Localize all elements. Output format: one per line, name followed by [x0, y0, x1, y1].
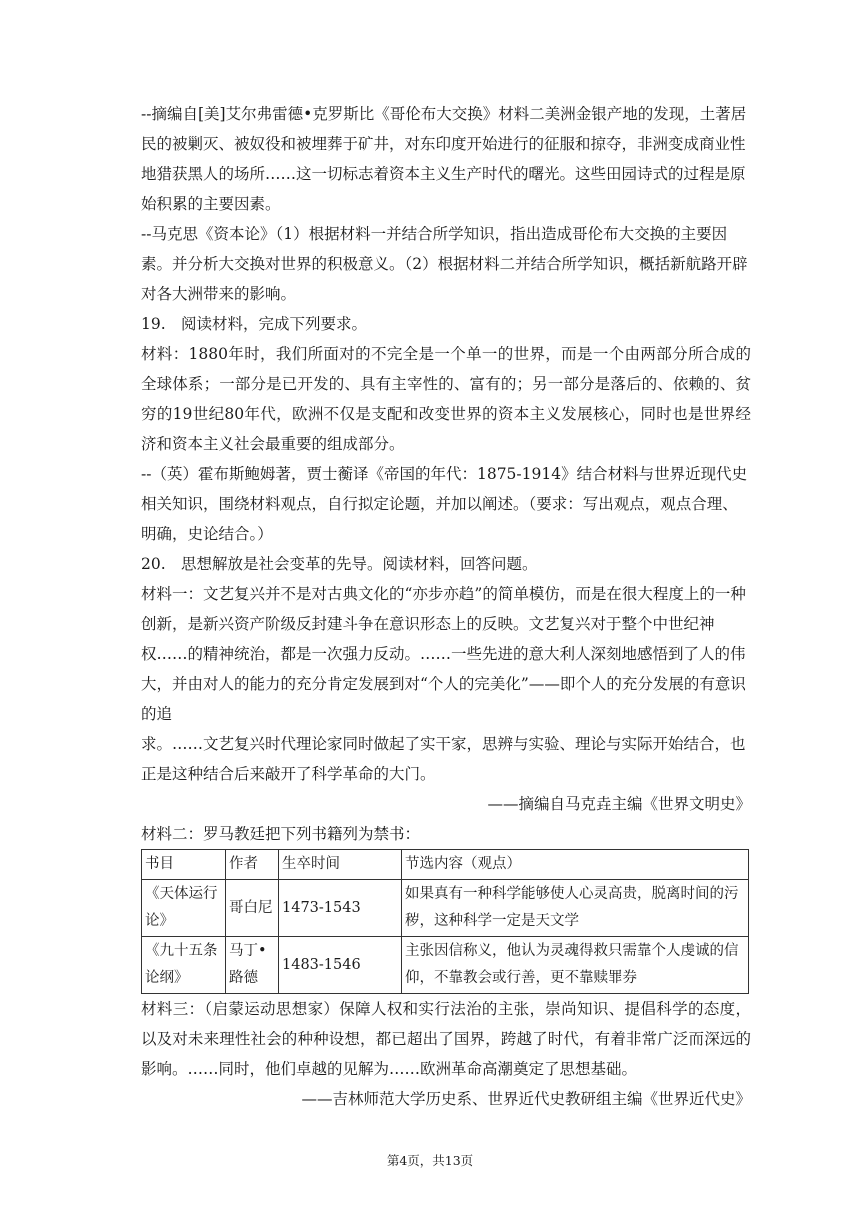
table-cell-book: 《九十五条论纲》: [142, 937, 226, 994]
question-20-title: 思想解放是社会变革的先导。阅读材料，回答问题。: [181, 555, 538, 573]
question-18-prompt: --马克思《资本论》（1）根据材料一并结合所学知识，指出造成哥伦布大交换的主要因素。并分析大交换对世界的积极意义。（2）根据材料二并结合所学知识，概括新航路开辟对各大洲带来的影响。: [141, 225, 748, 303]
banned-books-table: [141, 849, 749, 994]
table-cell-content: 主张因信称义，他认为灵魂得救只需靠个人虔诚的信仰，不靠教会或行善，更不靠赎罪券: [402, 937, 749, 994]
question-19-number: 19.: [141, 315, 166, 333]
question-19-title: 阅读材料，完成下列要求。: [181, 315, 368, 333]
table-header-cell: 生卒时间: [279, 850, 402, 880]
page-number-footer: 第4页，共13页: [386, 1153, 474, 1168]
question-19-source: --（英）霍布斯鲍姆著，贾士蘅译《帝国的年代：1875-1914》结合材料与世界近现代史相关知识，围绕材料观点，自行拟定论题，并加以阐述。（要求：写出观点，观点合理、明确，史论结合。）: [141, 465, 748, 543]
question-20-material-1b: 求。……文艺复兴时代理论家同时做起了实干家，思辨与实验、理论与实际开始结合，也正是这种结合后来敲开了科学革命的大门。: [141, 735, 746, 783]
table-header-row: [142, 850, 749, 880]
question-19-heading: [141, 309, 751, 339]
table-header-cell: 书目: [142, 850, 226, 880]
question-20-number: 20.: [141, 555, 166, 573]
question-20-material-3: 材料三：（启蒙运动思想家）保障人权和实行法治的主张，崇尚知识、提倡科学的态度，以及对未来理性社会的种种设想，都已超出了国界，跨越了时代，有着非常广泛而深远的影响。……同时，他们卓越的见解为……欧洲革命高潮奠定了思想基础。: [141, 1000, 751, 1078]
material-source-paragraph: --摘编自[美]艾尔弗雷德•克罗斯比《哥伦布大交换》材料二美洲金银产地的发现，土著居民的被剿灭、被奴役和被埋葬于矿井，对东印度开始进行的征服和掠夺，非洲变成商业性地猎获黑人的场所……这一切标志着资本主义生产时代的曙光。这些田园诗式的过程是原始积累的主要因素。: [141, 105, 747, 213]
table-cell-years: 1483-1546: [279, 937, 402, 994]
table-header-cell: 节选内容（观点）: [402, 850, 749, 880]
table-cell-author: 哥白尼: [226, 880, 279, 937]
question-20-material-2-intro: 材料二：罗马教廷把下列书籍列为禁书：: [141, 825, 421, 843]
question-20-material-1a: 材料一：文艺复兴并不是对古典文化的“亦步亦趋”的简单模仿，而是在很大程度上的一种创新，是新兴资产阶级反封建斗争在意识形态上的反映。文艺复兴对于整个中世纪神权……的精神统治，都是一次强力反动。……一些先进的意大利人深刻地感悟到了人的伟大，并由对人的能力的充分肯定发展到对“个人的完美化”——即个人的充分发展的有意识的追: [141, 585, 746, 723]
table-header-cell: 作者: [226, 850, 279, 880]
table-cell-content: 如果真有一种科学能够使人心灵高贵，脱离时间的污秽，这种科学一定是天文学: [402, 880, 749, 937]
question-20-material-3-source: ——吉林师范大学历史系、世界近代史教研组主编《世界近代史》: [301, 1090, 751, 1108]
table-cell-author: 马丁•路德: [226, 937, 279, 994]
question-20-heading: [141, 549, 751, 579]
table-cell-book: 《天体运行论》: [142, 880, 226, 937]
page-content: [141, 99, 751, 1114]
table-row: [142, 880, 749, 937]
question-19-material: 材料：1880年时，我们所面对的不完全是一个单一的世界，而是一个由两部分所合成的全球体系；一部分是已开发的、具有主宰性的、富有的；另一部分是落后的、依赖的、贫穷的19世纪80年代，欧洲不仅是支配和改变世界的资本主义发展核心，同时也是世界经济和资本主义社会最重要的组成部分。: [141, 345, 751, 453]
table-row: [142, 937, 749, 994]
question-20-material-1-source: ——摘编自马克垚主编《世界文明史》: [487, 795, 751, 813]
table-cell-years: 1473-1543: [279, 880, 402, 937]
